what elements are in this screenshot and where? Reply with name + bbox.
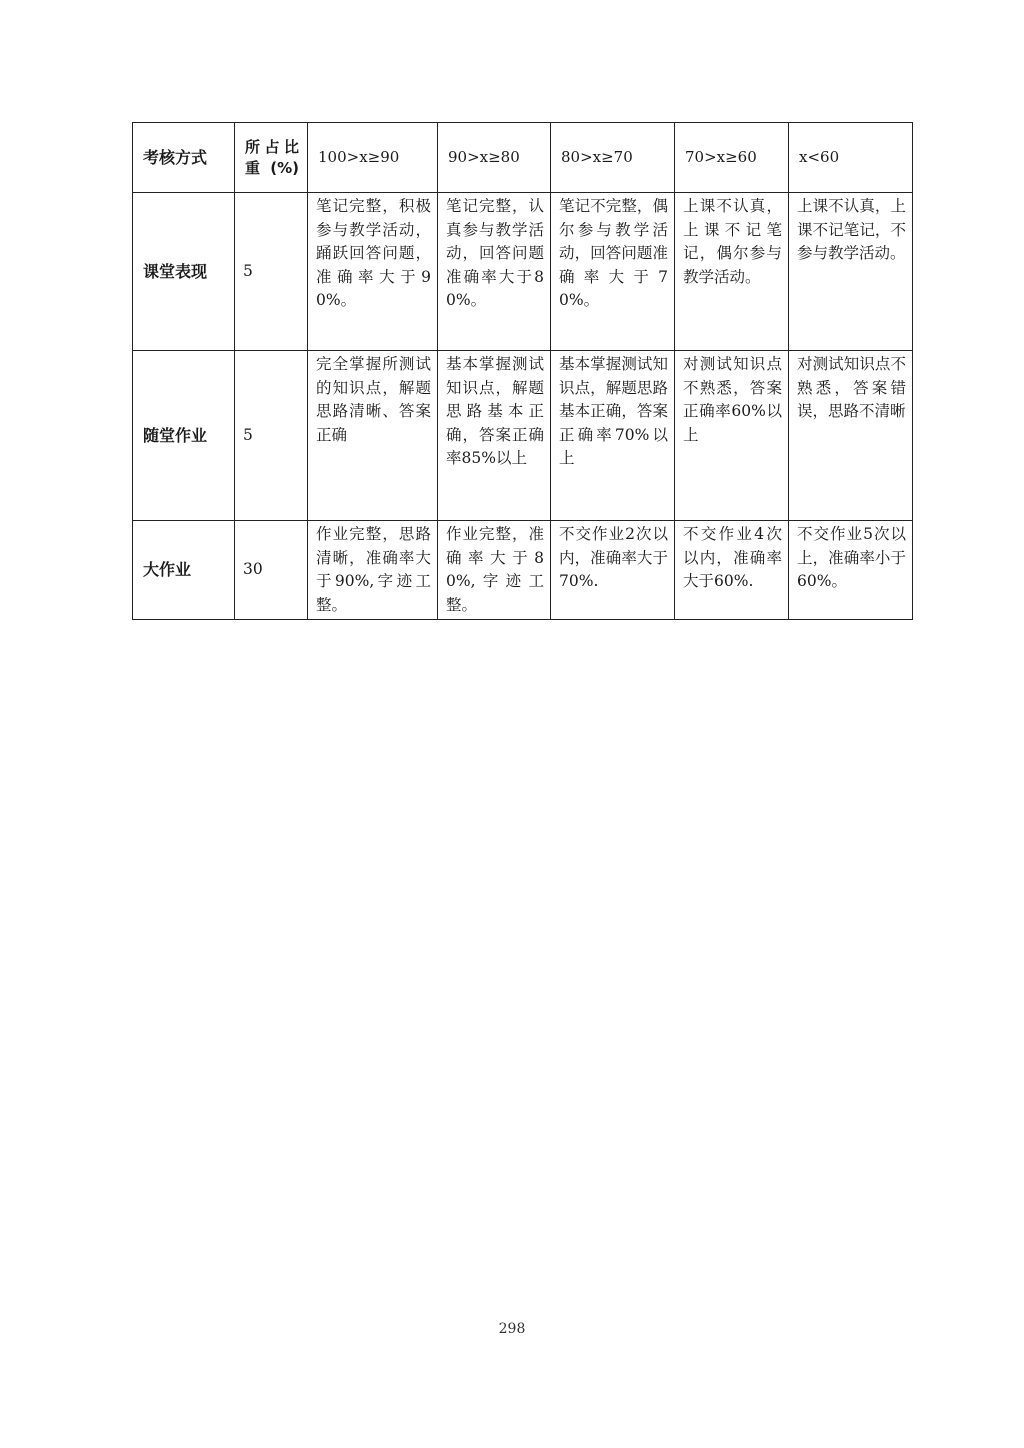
criteria-cell: 作业完整，思路清晰，准确率大于90%,字迹工整。 [308, 521, 438, 620]
criteria-cell: 作业完整，准确率大于80%,字迹工整。 [438, 521, 551, 620]
criteria-cell: 上课不认真，上课不记笔记，偶尔参与教学活动。 [675, 193, 789, 351]
criteria-cell: 笔记不完整，偶尔参与教学活动，回答问题准确率大于70%。 [551, 193, 675, 351]
row-weight: 30 [235, 521, 308, 620]
row-weight: 5 [235, 193, 308, 351]
table-row-major-assignment [133, 521, 913, 620]
page-number: 298 [498, 1321, 526, 1337]
header-range-90-100: 100>x≥90 [308, 123, 438, 193]
header-method: 考核方式 [133, 123, 235, 193]
criteria-cell: 基本掌握测试知识点，解题思路基本正确，答案正确率70%以上 [551, 351, 675, 521]
assessment-table [132, 122, 913, 620]
criteria-cell: 不交作业4次以内，准确率大于60%. [675, 521, 789, 620]
criteria-cell: 完全掌握所测试的知识点，解题思路清晰、答案正确 [308, 351, 438, 521]
criteria-cell: 笔记完整，积极参与教学活动，踊跃回答问题，准确率大于90%。 [308, 193, 438, 351]
criteria-cell: 对测试知识点不熟悉，答案错误，思路不清晰 [789, 351, 913, 521]
header-range-60-70: 70>x≥60 [675, 123, 789, 193]
header-range-below-60: x<60 [789, 123, 913, 193]
table-row-in-class-homework [133, 351, 913, 521]
row-method: 大作业 [133, 521, 235, 620]
criteria-cell: 对测试知识点不熟悉，答案正确率60%以上 [675, 351, 789, 521]
criteria-cell: 不交作业5次以上，准确率小于60%。 [789, 521, 913, 620]
criteria-cell: 不交作业2次以内，准确率大于70%. [551, 521, 675, 620]
table-header-row [133, 123, 913, 193]
criteria-cell: 上课不认真，上课不记笔记，不参与教学活动。 [789, 193, 913, 351]
row-weight: 5 [235, 351, 308, 521]
table-row-class-performance [133, 193, 913, 351]
row-method: 课堂表现 [133, 193, 235, 351]
criteria-cell: 笔记完整，认真参与教学活动，回答问题准确率大于80%。 [438, 193, 551, 351]
header-range-70-80: 80>x≥70 [551, 123, 675, 193]
row-method: 随堂作业 [133, 351, 235, 521]
header-range-80-90: 90>x≥80 [438, 123, 551, 193]
criteria-cell: 基本掌握测试知识点，解题思路基本正确，答案正确率85%以上 [438, 351, 551, 521]
header-weight: 所占比重(%) [235, 123, 308, 193]
